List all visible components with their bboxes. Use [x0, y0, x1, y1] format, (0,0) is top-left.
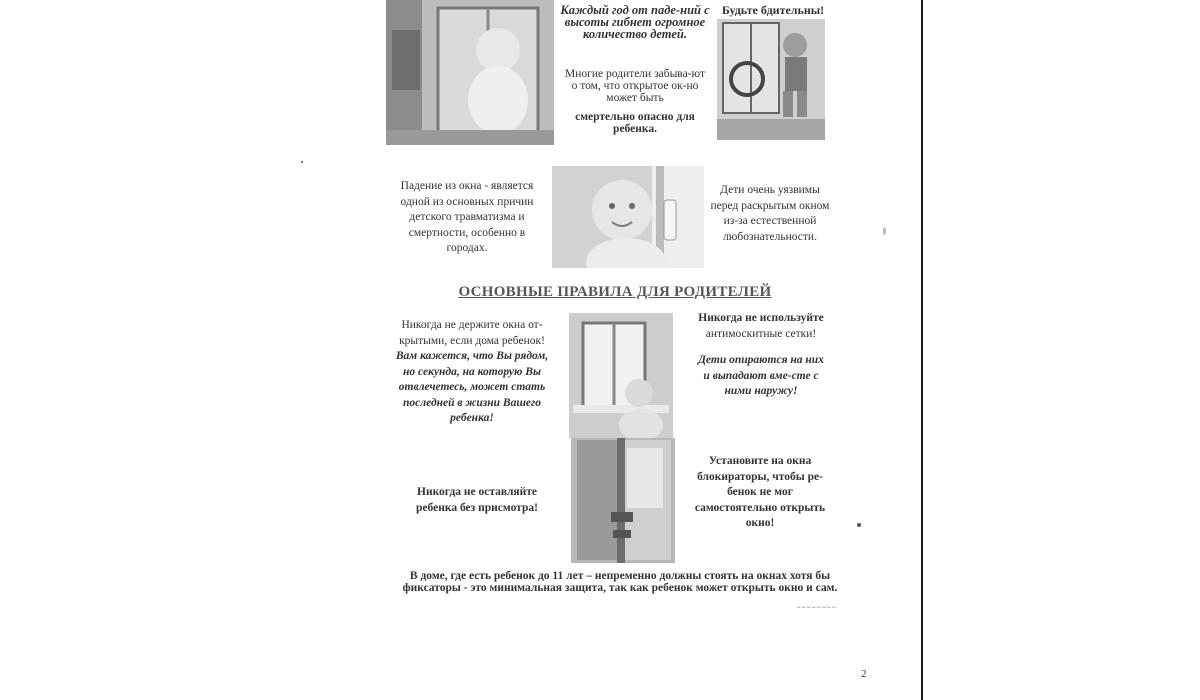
rules-heading: ОСНОВНЫЕ ПРАВИЛА ДЛЯ РОДИТЕЛЕЙ: [458, 284, 772, 300]
top-center-text-block: [563, 68, 707, 135]
rule-right-2-text: Установите на окна блокираторы, чтобы ре-бенок не мог самостоятельно открыть окно!: [694, 455, 826, 529]
top-center-title-text: Каждый год от паде-ний с высоты гибнет огромное количество детей.: [560, 3, 710, 41]
scan-speck: [301, 161, 303, 163]
rule-left-1-text: Никогда не держите окна от-крытыми, если дома ребенок!: [399, 319, 545, 347]
rule-right-2: [690, 454, 830, 532]
rule-left-2-text: Никогда не оставляйте ребенка без присмотра!: [416, 486, 538, 514]
footer-note-text: В доме, где есть ребенок до 11 лет – непременно должны стоять на окнах хотя бы фиксаторы - это минимальная защита, так как ребенок может открыть окно и сам.: [402, 570, 838, 594]
photo-child-at-window: [386, 0, 554, 145]
rule-left-1: [392, 318, 552, 427]
photo-window-lock: [571, 438, 675, 563]
middle-right-text-block: [710, 183, 830, 245]
top-right-title: [713, 3, 833, 18]
middle-left-text: Падение из окна - является одной из основных причин детского травматизма и смертности, особенно в городах.: [400, 180, 534, 254]
page-edge-line: [921, 0, 923, 700]
photo-child-window-illustration: [717, 19, 825, 140]
middle-right-text: Дети очень уязвимы перед раскрытым окном из-за естественной любознательности.: [710, 184, 830, 243]
scan-speck: [883, 227, 886, 235]
stamp-mark: ∼∼∼∼∼∼∼∼: [796, 605, 837, 611]
rule-right-1-text: антимоскитные сетки!: [705, 327, 817, 340]
rule-right-1-italic: Дети опираются на них и выпадают вме-сте с ними наружу!: [698, 354, 824, 397]
rule-right-1-title: Никогда не используйте: [698, 312, 824, 324]
page-number: 2: [861, 668, 867, 680]
top-right-title-text: Будьте бдительны!: [721, 3, 825, 17]
middle-left-text-block: [393, 179, 541, 257]
footer-note: [400, 570, 840, 594]
top-center-text: Многие родители забыва-ют о том, что открытое ок-но может быть: [565, 68, 705, 104]
photo-baby-at-window-handle: [552, 166, 704, 268]
top-center-bold-text: смертельно опасно для ребенка.: [575, 111, 695, 135]
scan-speck: [857, 523, 861, 527]
photo-child-at-open-window: [569, 313, 673, 438]
rule-right-1: [695, 311, 827, 400]
top-center-title: [560, 4, 710, 40]
rule-left-2: [402, 485, 552, 516]
rule-left-1-italic: Вам кажется, что Вы рядом, но секунда, на которую Вы отвлечетесь, может стать последней в жизни Вашего ребенка!: [395, 350, 549, 424]
